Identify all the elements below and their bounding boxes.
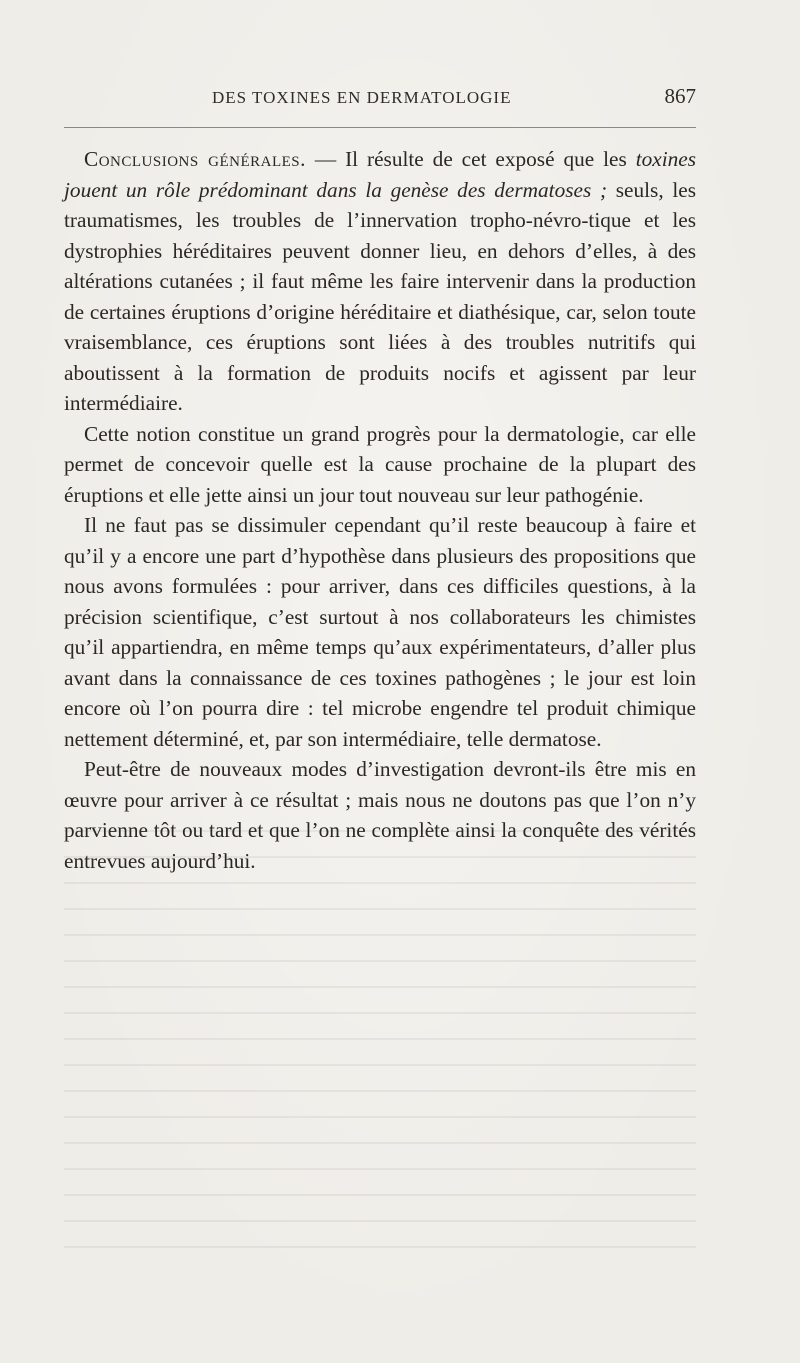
- running-title: DES TOXINES EN DERMATOLOGIE: [212, 88, 512, 107]
- paragraph-text: Il résulte de cet exposé que les: [345, 147, 636, 171]
- paragraph-text: seuls, les traumatismes, les troubles de l’innervation tropho-névro-tique et les dystrophies héréditaires peuvent donner lieu, en dehors d’elles, à des altérations cutanées ; il faut même les faire intervenir dans la production de certaines éruptions d’origine héréditaire et diathésique, car, selon toute vraisemblance, ces éruptions sont liées à des troubles nutritifs qui aboutissent à la formation de produits nocifs et agissent par leur intermédiaire.: [64, 177, 696, 415]
- emphasis-text: toxines jouent un rôle prédominant dans la genèse des dermatoses ;: [64, 147, 697, 202]
- section-lead: Conclusions générales.: [84, 147, 306, 171]
- header-rule: [64, 127, 696, 128]
- page-number: 867: [664, 84, 696, 108]
- page-header: [64, 84, 696, 114]
- paragraph-conclusions: [64, 144, 696, 419]
- paragraph: Cette notion constitue un grand progrès pour la dermatologie, car elle permet de concevoir quelle est la cause prochaine de la plupart des éruptions et elle jette ainsi un jour tout nouveau sur leur pathogénie.: [64, 421, 696, 507]
- paragraph: Peut-être de nouveaux modes d’investigation devront-ils être mis en œuvre pour arriver à ce résultat ; mais nous ne doutons pas que l’on n’y parvienne tôt ou tard et que l’on ne complète ainsi la conquête des vérités entrevues aujourd’hui.: [64, 757, 696, 873]
- lead-dash: —: [305, 147, 346, 171]
- body-text: [64, 144, 696, 876]
- paragraph: Il ne faut pas se dissimuler cependant qu’il reste beaucoup à faire et qu’il y a encore une part d’hypothèse dans plusieurs des propositions que nous avons formulées : pour arriver, dans ces difficiles questions, à la précision scientifique, c’est surtout à nos collaborateurs les chimistes qu’il appartiendra, en même temps qu’aux expérimentateurs, d’aller plus avant dans la connaissance de ces toxines pathogènes ; le jour est loin encore où l’on pourra dire : tel microbe engendre tel produit chimique nettement déterminé, et, par son intermédiaire, telle dermatose.: [64, 513, 696, 751]
- show-through-texture: [64, 830, 696, 1260]
